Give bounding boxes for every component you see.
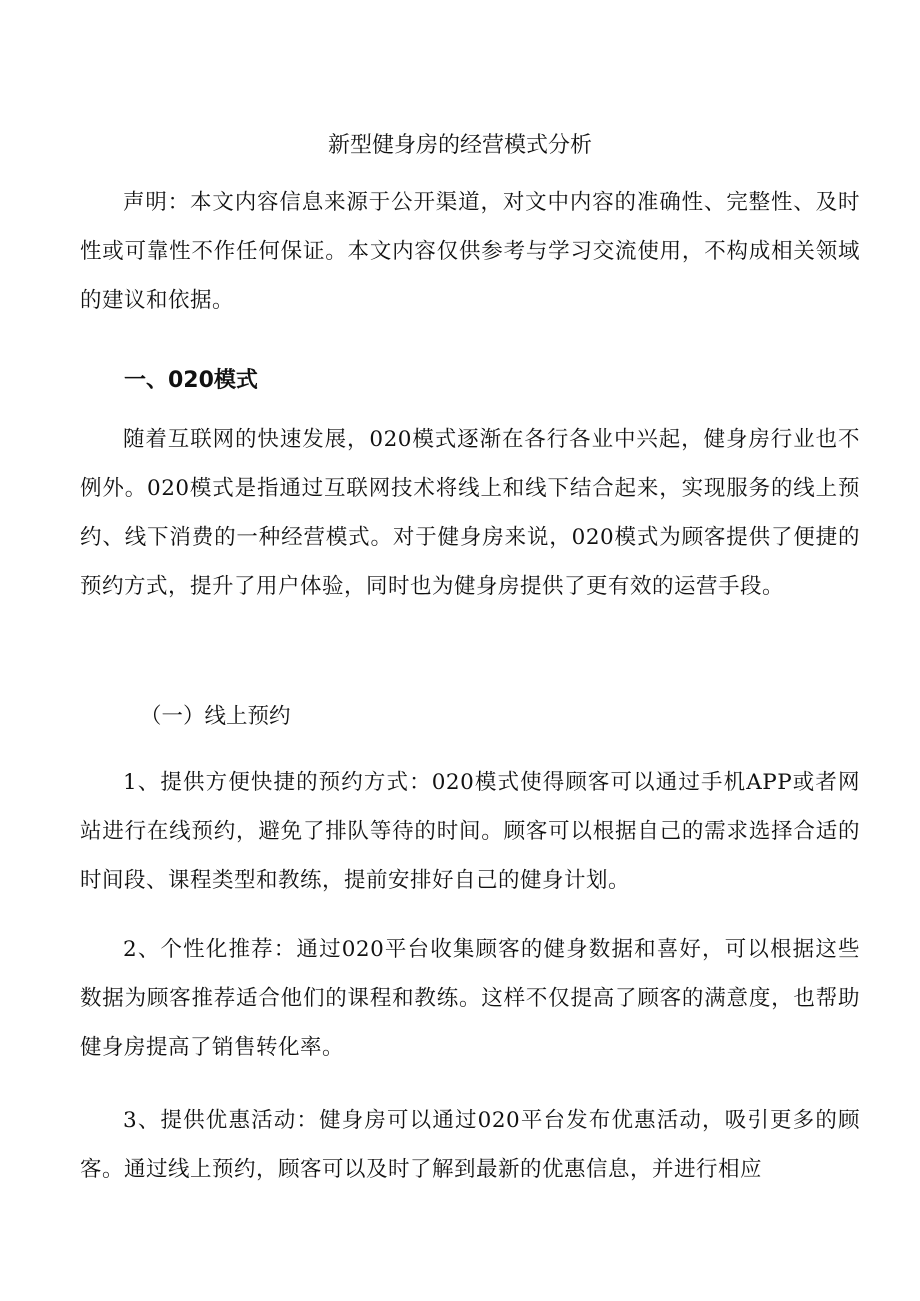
disclaimer-paragraph: 声明：本文内容信息来源于公开渠道，对文中内容的准确性、完整性、及时性或可靠性不作任何保证。本文内容仅供参考与学习交流使用，不构成相关领域的建议和依据。 bbox=[80, 190, 860, 313]
subsection-heading: （一）线上预约 bbox=[140, 704, 291, 729]
section-heading: 一、020模式 bbox=[124, 368, 258, 393]
list-item-1: 1、提供方便快捷的预约方式：020模式使得顾客可以通过手机APP或者网站进行在线预约，避免了排队等待的时间。顾客可以根据自己的需求选择合适的时间段、课程类型和教练，提前安排好自己的健身计划。 bbox=[80, 770, 860, 893]
document-title: 新型健身房的经营模式分析 bbox=[327, 133, 592, 158]
list-item-3: 3、提供优惠活动：健身房可以通过020平台发布优惠活动，吸引更多的顾客。通过线上预约，顾客可以及时了解到最新的优惠信息，并进行相应 bbox=[80, 1108, 860, 1182]
intro-paragraph: 随着互联网的快速发展，020模式逐渐在各行各业中兴起，健身房行业也不例外。020模式是指通过互联网技术将线上和线下结合起来，实现服务的线上预约、线下消费的一种经营模式。对于健身房来说，020模式为顾客提供了便捷的预约方式，提升了用户体验，同时也为健身房提供了更有效的运营手段。 bbox=[80, 427, 860, 599]
list-item-2: 2、个性化推荐：通过020平台收集顾客的健身数据和喜好，可以根据这些数据为顾客推荐适合他们的课程和教练。这样不仅提高了顾客的满意度，也帮助健身房提高了销售转化率。 bbox=[80, 937, 860, 1060]
